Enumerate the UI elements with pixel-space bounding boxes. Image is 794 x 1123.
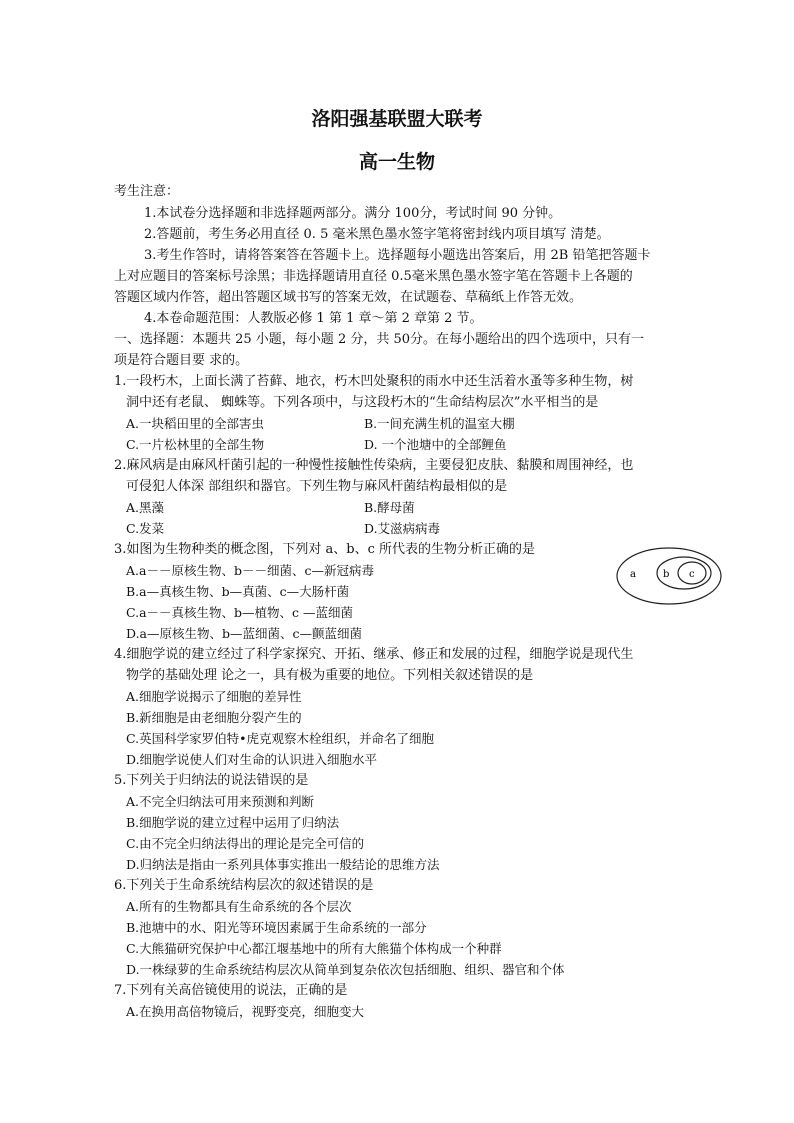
exam-title: 洛阳强基联盟大联考 — [311, 108, 483, 130]
notice-item: 4.本卷命题范围：人教版必修 1 第 1 章～第 2 章第 2 节。 — [144, 311, 483, 326]
option-d: D.归纳法是指由一系列具体事实推出一般结论的思维方法 — [126, 857, 440, 872]
question-stem: 洞中还有老鼠、 蜘蛛等。下列各项中，与这段朽木的“生命结构层次”水平相当的是 — [126, 395, 599, 410]
notice-item: 1.本试卷分选择题和非选择题两部分。满分 100分，考试时间 90 分钟。 — [144, 206, 562, 221]
option-a: A.一块稻田里的全部害虫 — [126, 416, 265, 431]
label-b: b — [663, 569, 670, 580]
question-stem: 5.下列关于归纳法的说法错误的是 — [114, 773, 309, 788]
section-instructions: 项是符合题目要 求的。 — [114, 353, 249, 368]
notice-item: 答题区域内作答，超出答题区域书写的答案无效，在试题卷、草稿纸上作答无效。 — [114, 290, 583, 305]
option-a: A.不完全归纳法可用来预测和判断 — [126, 794, 315, 809]
label-c: c — [689, 569, 695, 580]
option-b: B.a—真核生物、b—真菌、c—大肠杆菌 — [126, 584, 350, 599]
option-c: C.大熊猫研究保护中心都江堰基地中的所有大熊猫个体构成一个种群 — [126, 941, 502, 956]
option-b: B.池塘中的水、阳光等环境因素属于生命系统的一部分 — [126, 920, 427, 935]
option-d: D. 一个池塘中的全部鲤鱼 — [364, 437, 507, 452]
question-stem: 6.下列关于生命系统结构层次的叙述错误的是 — [114, 878, 374, 893]
section-instructions: 一、选择题：本题共 25 小题，每小题 2 分，共 50分。在每小题给出的四个选项中，只有一 — [114, 332, 645, 347]
option-a: A.细胞学说揭示了细胞的差异性 — [126, 689, 302, 704]
exam-subject: 高一生物 — [358, 151, 435, 173]
question-stem: 物学的基础处理 论之一，具有极为重要的地位。下列相关叙述错误的是 — [126, 668, 534, 683]
option-d: D.一株绿萝的生命系统结构层次从简单到复杂依次包括细胞、组织、器官和个体 — [126, 962, 565, 977]
option-c: C.英国科学家罗伯特•虎克观察木栓组织，并命名了细胞 — [126, 731, 434, 746]
question-stem: 7.下列有关高倍镜使用的说法，正确的是 — [114, 983, 348, 998]
question-stem: 3.如图为生物种类的概念图，下列对 a、b、c 所代表的生物分析正确的是 — [114, 542, 536, 557]
notice-item: 2.答题前，考生务必用直径 0. 5 毫米黑色墨水签字笔将密封线内项目填写 清楚。 — [144, 227, 610, 242]
question-stem: 可侵犯人体深 部组织和器官。下列生物与麻风杆菌结构最相似的是 — [126, 479, 508, 494]
option-d: D.细胞学说使人们对生命的认识进入细胞水平 — [126, 752, 378, 767]
option-d: D.a—原核生物、b—蓝细菌、c—颤蓝细菌 — [126, 626, 363, 641]
option-a: A.所有的生物都具有生命系统的各个层次 — [126, 899, 352, 914]
notice-item: 上对应题目的答案标号涂黑；非选择题请用直径 0.5毫米黑色墨水签字笔在答题卡上各题的 — [114, 269, 633, 284]
option-b: B.细胞学说的建立过程中运用了归纳法 — [126, 815, 340, 830]
option-c: C.由不完全归纳法得出的理论是完全可信的 — [126, 836, 365, 851]
option-a: A.在换用高倍物镜后，视野变亮，细胞变大 — [126, 1004, 365, 1019]
option-c: C.a－－真核生物、b—植物、c —蓝细菌 — [126, 605, 354, 620]
nested-ellipses-diagram — [614, 545, 724, 607]
option-b: B.酵母菌 — [364, 500, 415, 515]
question-stem: 1.一段朽木，上面长满了苔藓、地衣，朽木凹处聚积的雨水中还生活着水蚤等多种生物，树 — [114, 374, 634, 389]
question-stem: 2.麻风病是由麻风杆菌引起的一种慢性接触性传染病，主要侵犯皮肤、黏膜和周围神经，也 — [114, 458, 634, 473]
option-b: B.一间充满生机的温室大棚 — [364, 416, 515, 431]
option-a: A.a－－原核生物、b－－细菌、c—新冠病毒 — [126, 563, 374, 578]
label-a: a — [630, 569, 636, 580]
concept-diagram — [614, 545, 724, 611]
notice-heading: 考生注意： — [114, 184, 180, 199]
option-c: C.一片松林里的全部生物 — [126, 437, 265, 452]
option-d: D.艾滋病病毒 — [364, 521, 441, 536]
question-stem: 4.细胞学说的建立经过了科学家探究、开拓、继承、修正和发展的过程，细胞学说是现代生 — [114, 647, 634, 662]
option-b: B.新细胞是由老细胞分裂产生的 — [126, 710, 302, 725]
option-a: A.黑藻 — [126, 500, 165, 515]
notice-item: 3.考生作答时，请将答案答在答题卡上。选择题每小题选出答案后，用 2B 铅笔把答题卡 — [144, 248, 651, 263]
option-c: C.发菜 — [126, 521, 165, 536]
